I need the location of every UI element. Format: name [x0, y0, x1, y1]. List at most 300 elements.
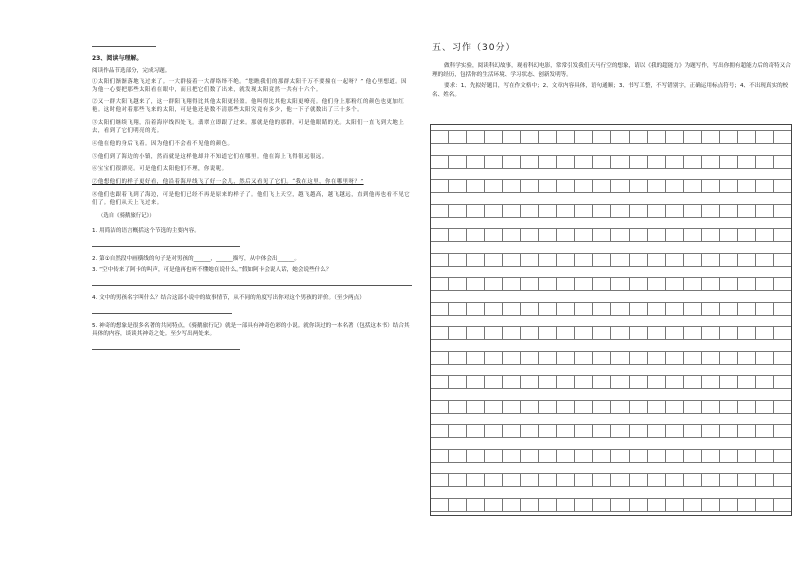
grid-cell[interactable]	[557, 179, 575, 193]
grid-cell[interactable]	[431, 326, 449, 340]
grid-cell[interactable]	[503, 326, 521, 340]
grid-cell[interactable]	[539, 498, 557, 512]
grid-cell[interactable]	[684, 424, 702, 438]
grid-cell[interactable]	[720, 498, 738, 512]
grid-cell[interactable]	[611, 130, 629, 144]
grid-cell[interactable]	[684, 130, 702, 144]
grid-cell[interactable]	[611, 179, 629, 193]
grid-cell[interactable]	[648, 277, 666, 291]
grid-cell[interactable]	[702, 473, 720, 487]
grid-cell[interactable]	[521, 498, 539, 512]
grid-cell[interactable]	[756, 424, 774, 438]
grid-cell[interactable]	[575, 449, 593, 463]
grid-cell[interactable]	[539, 424, 557, 438]
grid-cell[interactable]	[666, 375, 684, 389]
grid-cell[interactable]	[539, 253, 557, 267]
grid-cell[interactable]	[467, 473, 485, 487]
grid-cell[interactable]	[720, 228, 738, 242]
grid-cell[interactable]	[648, 375, 666, 389]
answer-line[interactable]	[92, 277, 412, 286]
grid-cell[interactable]	[666, 449, 684, 463]
grid-cell[interactable]	[666, 400, 684, 414]
grid-cell[interactable]	[756, 351, 774, 365]
grid-cell[interactable]	[738, 179, 756, 193]
grid-cell[interactable]	[467, 400, 485, 414]
grid-cell[interactable]	[521, 400, 539, 414]
grid-cell[interactable]	[521, 424, 539, 438]
grid-cell[interactable]	[702, 179, 720, 193]
grid-cell[interactable]	[467, 326, 485, 340]
grid-cell[interactable]	[449, 449, 467, 463]
grid-cell[interactable]	[449, 400, 467, 414]
grid-cell[interactable]	[756, 155, 774, 169]
grid-cell[interactable]	[593, 277, 611, 291]
grid-cell[interactable]	[611, 228, 629, 242]
grid-cell[interactable]	[539, 277, 557, 291]
grid-cell[interactable]	[756, 179, 774, 193]
grid-cell[interactable]	[539, 130, 557, 144]
grid-cell[interactable]	[521, 228, 539, 242]
grid-cell[interactable]	[630, 375, 648, 389]
grid-cell[interactable]	[666, 326, 684, 340]
grid-cell[interactable]	[575, 130, 593, 144]
grid-cell[interactable]	[611, 400, 629, 414]
grid-cell[interactable]	[702, 302, 720, 316]
grid-cell[interactable]	[557, 253, 575, 267]
grid-cell[interactable]	[630, 155, 648, 169]
grid-cell[interactable]	[449, 326, 467, 340]
grid-cell[interactable]	[575, 473, 593, 487]
grid-cell[interactable]	[503, 449, 521, 463]
grid-cell[interactable]	[575, 400, 593, 414]
grid-cell[interactable]	[720, 375, 738, 389]
grid-cell[interactable]	[503, 130, 521, 144]
grid-cell[interactable]	[557, 473, 575, 487]
grid-cell[interactable]	[611, 473, 629, 487]
grid-cell[interactable]	[521, 449, 539, 463]
grid-cell[interactable]	[756, 302, 774, 316]
grid-cell[interactable]	[720, 400, 738, 414]
grid-cell[interactable]	[720, 326, 738, 340]
grid-cell[interactable]	[521, 302, 539, 316]
grid-cell[interactable]	[684, 277, 702, 291]
grid-cell[interactable]	[684, 498, 702, 512]
grid-cell[interactable]	[611, 204, 629, 218]
grid-cell[interactable]	[648, 204, 666, 218]
grid-cell[interactable]	[774, 179, 791, 193]
grid-cell[interactable]	[756, 498, 774, 512]
grid-cell[interactable]	[648, 253, 666, 267]
grid-cell[interactable]	[575, 253, 593, 267]
grid-cell[interactable]	[630, 204, 648, 218]
grid-cell[interactable]	[666, 253, 684, 267]
grid-cell[interactable]	[648, 424, 666, 438]
grid-cell[interactable]	[539, 400, 557, 414]
grid-cell[interactable]	[630, 130, 648, 144]
grid-cell[interactable]	[630, 179, 648, 193]
grid-cell[interactable]	[756, 253, 774, 267]
grid-cell[interactable]	[666, 179, 684, 193]
grid-cell[interactable]	[431, 155, 449, 169]
grid-cell[interactable]	[630, 498, 648, 512]
grid-cell[interactable]	[521, 473, 539, 487]
grid-cell[interactable]	[539, 326, 557, 340]
grid-cell[interactable]	[557, 302, 575, 316]
grid-cell[interactable]	[467, 179, 485, 193]
grid-cell[interactable]	[702, 400, 720, 414]
grid-cell[interactable]	[774, 204, 791, 218]
grid-cell[interactable]	[467, 253, 485, 267]
grid-cell[interactable]	[684, 253, 702, 267]
grid-cell[interactable]	[738, 351, 756, 365]
grid-cell[interactable]	[575, 155, 593, 169]
grid-cell[interactable]	[449, 130, 467, 144]
grid-cell[interactable]	[648, 155, 666, 169]
grid-cell[interactable]	[774, 155, 791, 169]
grid-cell[interactable]	[684, 351, 702, 365]
grid-cell[interactable]	[575, 375, 593, 389]
grid-cell[interactable]	[503, 253, 521, 267]
grid-cell[interactable]	[611, 253, 629, 267]
grid-cell[interactable]	[756, 473, 774, 487]
grid-cell[interactable]	[449, 179, 467, 193]
grid-cell[interactable]	[738, 498, 756, 512]
grid-cell[interactable]	[611, 351, 629, 365]
grid-cell[interactable]	[611, 375, 629, 389]
grid-cell[interactable]	[485, 424, 503, 438]
grid-cell[interactable]	[738, 424, 756, 438]
grid-cell[interactable]	[539, 228, 557, 242]
grid-cell[interactable]	[666, 155, 684, 169]
grid-cell[interactable]	[485, 130, 503, 144]
grid-cell[interactable]	[575, 498, 593, 512]
grid-cell[interactable]	[521, 155, 539, 169]
grid-cell[interactable]	[666, 424, 684, 438]
grid-cell[interactable]	[630, 424, 648, 438]
grid-cell[interactable]	[503, 400, 521, 414]
grid-cell[interactable]	[539, 473, 557, 487]
grid-cell[interactable]	[449, 302, 467, 316]
grid-cell[interactable]	[684, 204, 702, 218]
grid-cell[interactable]	[503, 228, 521, 242]
grid-cell[interactable]	[611, 326, 629, 340]
grid-cell[interactable]	[593, 449, 611, 463]
grid-cell[interactable]	[521, 351, 539, 365]
grid-cell[interactable]	[738, 326, 756, 340]
grid-cell[interactable]	[720, 130, 738, 144]
grid-cell[interactable]	[485, 498, 503, 512]
grid-cell[interactable]	[467, 375, 485, 389]
grid-cell[interactable]	[593, 302, 611, 316]
grid-cell[interactable]	[756, 130, 774, 144]
grid-cell[interactable]	[539, 155, 557, 169]
grid-cell[interactable]	[557, 155, 575, 169]
grid-cell[interactable]	[485, 400, 503, 414]
grid-cell[interactable]	[611, 498, 629, 512]
grid-cell[interactable]	[684, 449, 702, 463]
grid-cell[interactable]	[593, 473, 611, 487]
grid-cell[interactable]	[774, 228, 791, 242]
grid-cell[interactable]	[630, 473, 648, 487]
grid-cell[interactable]	[503, 498, 521, 512]
grid-cell[interactable]	[702, 326, 720, 340]
grid-cell[interactable]	[738, 204, 756, 218]
grid-cell[interactable]	[503, 473, 521, 487]
grid-cell[interactable]	[611, 449, 629, 463]
grid-cell[interactable]	[575, 351, 593, 365]
grid-cell[interactable]	[630, 277, 648, 291]
grid-cell[interactable]	[467, 130, 485, 144]
grid-cell[interactable]	[630, 449, 648, 463]
grid-cell[interactable]	[666, 204, 684, 218]
grid-cell[interactable]	[738, 449, 756, 463]
grid-cell[interactable]	[756, 277, 774, 291]
grid-cell[interactable]	[738, 375, 756, 389]
grid-cell[interactable]	[431, 473, 449, 487]
grid-cell[interactable]	[467, 424, 485, 438]
grid-cell[interactable]	[485, 302, 503, 316]
grid-cell[interactable]	[593, 424, 611, 438]
grid-cell[interactable]	[774, 326, 791, 340]
grid-cell[interactable]	[648, 179, 666, 193]
grid-cell[interactable]	[593, 228, 611, 242]
grid-cell[interactable]	[684, 326, 702, 340]
grid-cell[interactable]	[738, 400, 756, 414]
grid-cell[interactable]	[702, 253, 720, 267]
grid-cell[interactable]	[630, 326, 648, 340]
answer-line[interactable]	[92, 238, 240, 247]
grid-cell[interactable]	[648, 302, 666, 316]
grid-cell[interactable]	[593, 130, 611, 144]
grid-cell[interactable]	[431, 179, 449, 193]
grid-cell[interactable]	[630, 228, 648, 242]
grid-cell[interactable]	[756, 449, 774, 463]
grid-cell[interactable]	[702, 375, 720, 389]
grid-cell[interactable]	[557, 351, 575, 365]
grid-cell[interactable]	[720, 449, 738, 463]
grid-cell[interactable]	[738, 155, 756, 169]
grid-cell[interactable]	[774, 253, 791, 267]
grid-cell[interactable]	[720, 302, 738, 316]
grid-cell[interactable]	[648, 130, 666, 144]
grid-cell[interactable]	[684, 228, 702, 242]
writing-grid[interactable]	[430, 124, 792, 516]
grid-cell[interactable]	[720, 424, 738, 438]
grid-cell[interactable]	[557, 277, 575, 291]
grid-cell[interactable]	[521, 204, 539, 218]
grid-cell[interactable]	[557, 449, 575, 463]
grid-cell[interactable]	[630, 351, 648, 365]
grid-cell[interactable]	[467, 228, 485, 242]
grid-cell[interactable]	[449, 155, 467, 169]
grid-cell[interactable]	[738, 277, 756, 291]
grid-cell[interactable]	[648, 351, 666, 365]
grid-cell[interactable]	[684, 302, 702, 316]
grid-cell[interactable]	[648, 400, 666, 414]
grid-cell[interactable]	[575, 228, 593, 242]
grid-cell[interactable]	[738, 228, 756, 242]
grid-cell[interactable]	[593, 326, 611, 340]
grid-cell[interactable]	[557, 498, 575, 512]
grid-cell[interactable]	[702, 424, 720, 438]
grid-cell[interactable]	[774, 302, 791, 316]
grid-cell[interactable]	[702, 351, 720, 365]
grid-cell[interactable]	[449, 498, 467, 512]
grid-cell[interactable]	[648, 326, 666, 340]
grid-cell[interactable]	[593, 400, 611, 414]
grid-cell[interactable]	[557, 375, 575, 389]
grid-cell[interactable]	[756, 375, 774, 389]
grid-cell[interactable]	[738, 130, 756, 144]
grid-cell[interactable]	[720, 179, 738, 193]
grid-cell[interactable]	[738, 473, 756, 487]
grid-cell[interactable]	[449, 351, 467, 365]
grid-cell[interactable]	[611, 424, 629, 438]
grid-cell[interactable]	[431, 498, 449, 512]
grid-cell[interactable]	[774, 351, 791, 365]
grid-cell[interactable]	[467, 277, 485, 291]
grid-cell[interactable]	[593, 179, 611, 193]
grid-cell[interactable]	[774, 424, 791, 438]
grid-cell[interactable]	[611, 155, 629, 169]
grid-cell[interactable]	[702, 155, 720, 169]
grid-cell[interactable]	[431, 277, 449, 291]
grid-cell[interactable]	[575, 204, 593, 218]
grid-cell[interactable]	[467, 302, 485, 316]
grid-cell[interactable]	[503, 302, 521, 316]
grid-cell[interactable]	[503, 155, 521, 169]
grid-cell[interactable]	[431, 351, 449, 365]
grid-cell[interactable]	[702, 498, 720, 512]
grid-cell[interactable]	[503, 375, 521, 389]
grid-cell[interactable]	[521, 179, 539, 193]
grid-cell[interactable]	[720, 473, 738, 487]
grid-cell[interactable]	[557, 424, 575, 438]
grid-cell[interactable]	[666, 130, 684, 144]
answer-line[interactable]	[92, 341, 240, 350]
grid-cell[interactable]	[593, 351, 611, 365]
grid-cell[interactable]	[521, 326, 539, 340]
grid-cell[interactable]	[431, 449, 449, 463]
grid-cell[interactable]	[521, 375, 539, 389]
grid-cell[interactable]	[503, 351, 521, 365]
grid-cell[interactable]	[521, 130, 539, 144]
grid-cell[interactable]	[593, 204, 611, 218]
grid-cell[interactable]	[485, 277, 503, 291]
grid-cell[interactable]	[575, 424, 593, 438]
grid-cell[interactable]	[611, 302, 629, 316]
grid-cell[interactable]	[593, 498, 611, 512]
grid-cell[interactable]	[449, 277, 467, 291]
grid-cell[interactable]	[702, 228, 720, 242]
grid-cell[interactable]	[467, 351, 485, 365]
grid-cell[interactable]	[684, 179, 702, 193]
grid-cell[interactable]	[774, 277, 791, 291]
grid-cell[interactable]	[774, 473, 791, 487]
grid-cell[interactable]	[431, 400, 449, 414]
grid-cell[interactable]	[774, 375, 791, 389]
grid-cell[interactable]	[557, 326, 575, 340]
grid-cell[interactable]	[521, 277, 539, 291]
grid-cell[interactable]	[702, 204, 720, 218]
grid-cell[interactable]	[630, 302, 648, 316]
grid-cell[interactable]	[449, 253, 467, 267]
grid-cell[interactable]	[539, 179, 557, 193]
grid-cell[interactable]	[557, 228, 575, 242]
grid-cell[interactable]	[503, 179, 521, 193]
grid-cell[interactable]	[666, 228, 684, 242]
grid-cell[interactable]	[575, 277, 593, 291]
grid-cell[interactable]	[539, 302, 557, 316]
grid-cell[interactable]	[449, 424, 467, 438]
grid-cell[interactable]	[557, 130, 575, 144]
grid-cell[interactable]	[485, 473, 503, 487]
grid-cell[interactable]	[648, 449, 666, 463]
grid-cell[interactable]	[666, 302, 684, 316]
grid-cell[interactable]	[485, 375, 503, 389]
grid-cell[interactable]	[684, 473, 702, 487]
grid-cell[interactable]	[485, 179, 503, 193]
grid-cell[interactable]	[539, 204, 557, 218]
grid-cell[interactable]	[774, 498, 791, 512]
grid-cell[interactable]	[503, 424, 521, 438]
grid-cell[interactable]	[485, 351, 503, 365]
grid-cell[interactable]	[431, 228, 449, 242]
grid-cell[interactable]	[575, 326, 593, 340]
grid-cell[interactable]	[539, 351, 557, 365]
grid-cell[interactable]	[575, 179, 593, 193]
grid-cell[interactable]	[756, 228, 774, 242]
grid-cell[interactable]	[431, 375, 449, 389]
grid-cell[interactable]	[684, 375, 702, 389]
grid-cell[interactable]	[503, 277, 521, 291]
grid-cell[interactable]	[648, 473, 666, 487]
grid-cell[interactable]	[720, 253, 738, 267]
grid-cell[interactable]	[467, 449, 485, 463]
grid-cell[interactable]	[666, 277, 684, 291]
grid-cell[interactable]	[720, 277, 738, 291]
grid-cell[interactable]	[467, 204, 485, 218]
grid-cell[interactable]	[557, 204, 575, 218]
grid-cell[interactable]	[431, 424, 449, 438]
grid-cell[interactable]	[630, 253, 648, 267]
grid-cell[interactable]	[485, 449, 503, 463]
grid-cell[interactable]	[431, 130, 449, 144]
grid-cell[interactable]	[756, 326, 774, 340]
grid-cell[interactable]	[521, 253, 539, 267]
grid-cell[interactable]	[756, 204, 774, 218]
grid-cell[interactable]	[738, 302, 756, 316]
grid-cell[interactable]	[774, 130, 791, 144]
grid-cell[interactable]	[593, 253, 611, 267]
grid-cell[interactable]	[593, 375, 611, 389]
grid-cell[interactable]	[557, 400, 575, 414]
grid-cell[interactable]	[774, 449, 791, 463]
grid-cell[interactable]	[431, 253, 449, 267]
grid-cell[interactable]	[666, 498, 684, 512]
grid-cell[interactable]	[575, 302, 593, 316]
grid-cell[interactable]	[720, 204, 738, 218]
grid-cell[interactable]	[630, 400, 648, 414]
grid-cell[interactable]	[485, 204, 503, 218]
grid-cell[interactable]	[431, 302, 449, 316]
grid-cell[interactable]	[684, 400, 702, 414]
grid-cell[interactable]	[485, 228, 503, 242]
grid-cell[interactable]	[467, 498, 485, 512]
grid-cell[interactable]	[485, 253, 503, 267]
grid-cell[interactable]	[467, 155, 485, 169]
grid-cell[interactable]	[648, 228, 666, 242]
